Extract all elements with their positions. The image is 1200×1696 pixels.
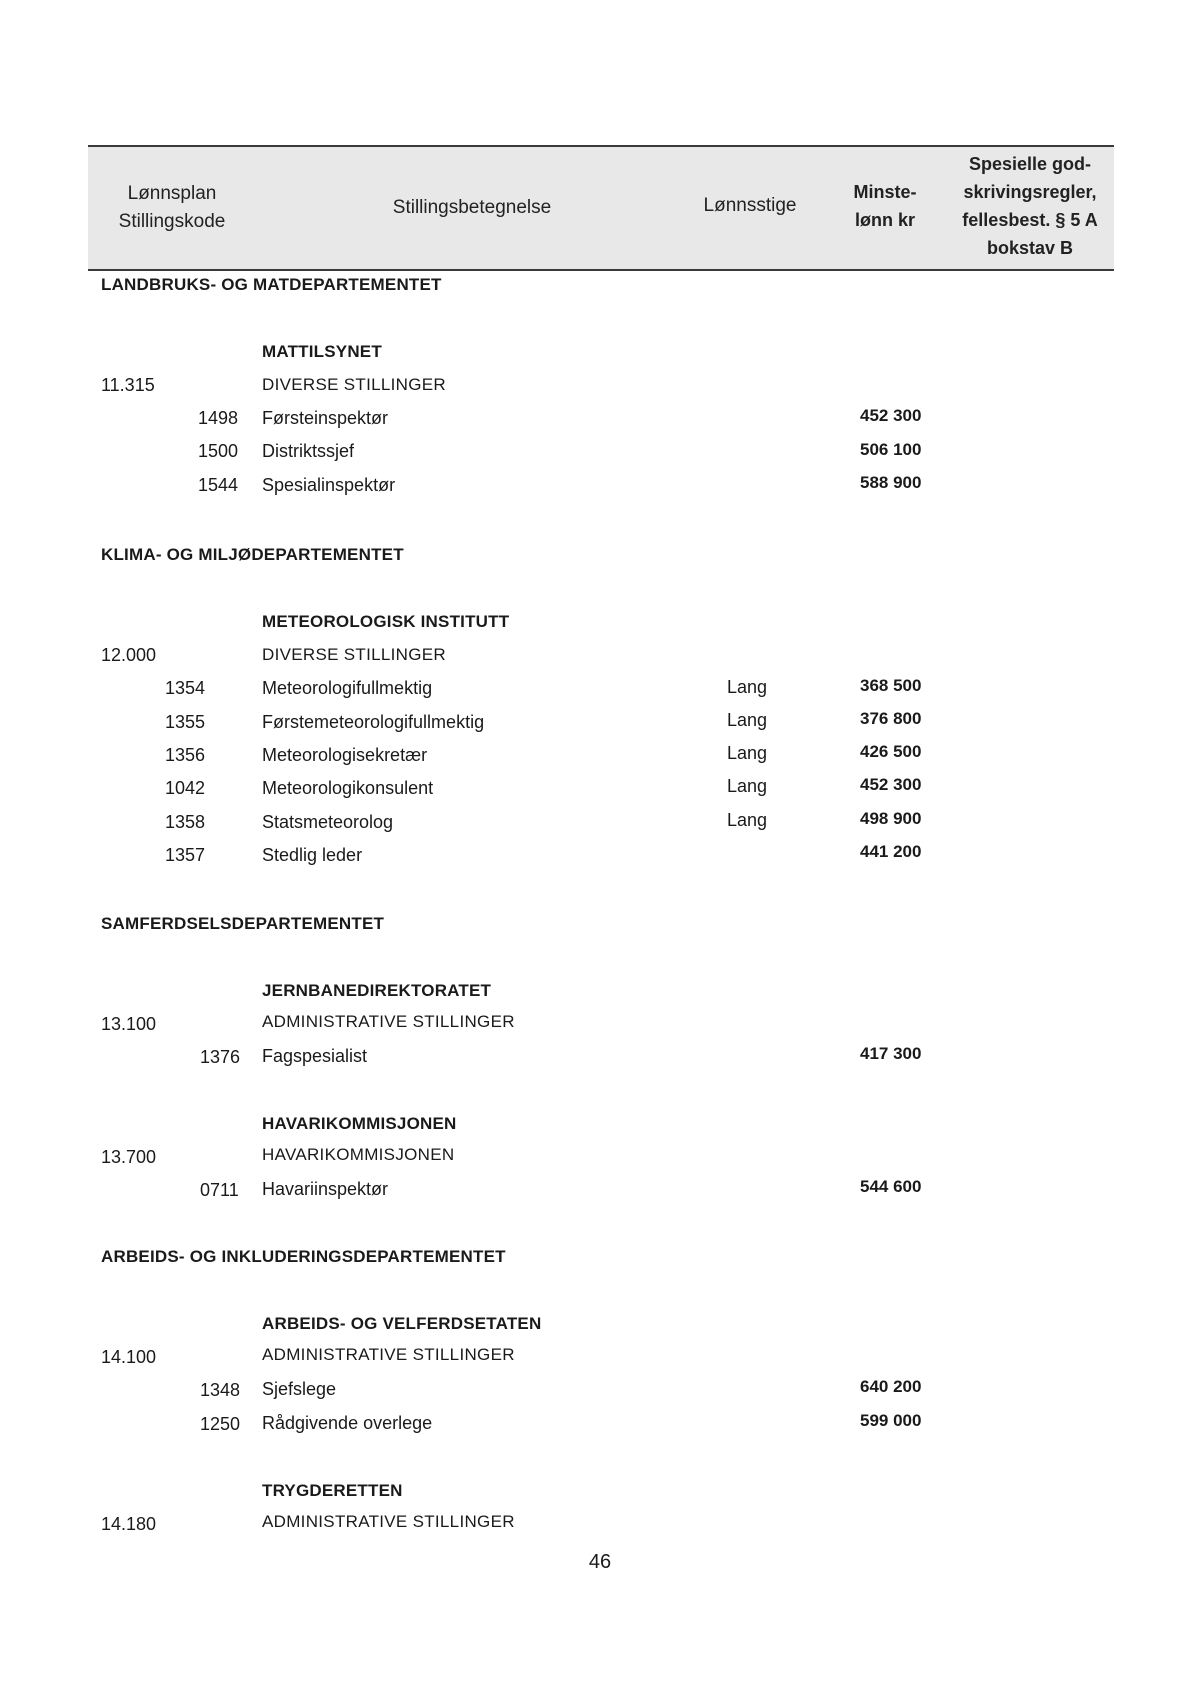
position-code: 1500 xyxy=(198,441,239,461)
plan-code: 14.100 xyxy=(101,1347,157,1367)
minimum-salary: 599 000 xyxy=(860,1411,922,1430)
header-minstelonn-1: Minste- xyxy=(853,182,917,202)
position-title: Spesialinspektør xyxy=(262,475,396,495)
minimum-salary: 498 900 xyxy=(860,809,922,828)
position-code: 1348 xyxy=(200,1380,241,1400)
position-code: 1354 xyxy=(165,678,206,698)
position-code: 1042 xyxy=(165,778,206,798)
unit-heading: HAVARIKOMMISJONEN xyxy=(262,1114,457,1133)
position-title: Sjefslege xyxy=(262,1379,337,1399)
unit-heading: TRYGDERETTEN xyxy=(262,1481,403,1500)
minimum-salary: 426 500 xyxy=(860,742,922,761)
department-heading: LANDBRUKS- OG MATDEPARTEMENTET xyxy=(101,275,442,294)
position-title: Førsteinspektør xyxy=(262,408,389,428)
plan-code: 12.000 xyxy=(101,645,157,665)
minimum-salary: 588 900 xyxy=(860,473,922,492)
unit-heading: MATTILSYNET xyxy=(262,342,382,361)
position-code: 1357 xyxy=(165,845,206,865)
unit-heading: JERNBANEDIREKTORATET xyxy=(262,981,492,1000)
salary-scale: Lang xyxy=(727,743,768,763)
salary-scale: Lang xyxy=(727,677,768,697)
plan-code: 11.315 xyxy=(101,375,155,395)
department-heading: SAMFERDSELSDEPARTEMENTET xyxy=(101,914,385,933)
position-code: 0711 xyxy=(200,1180,239,1200)
unit-heading: METEOROLOGISK INSTITUTT xyxy=(262,612,510,631)
group-heading: ADMINISTRATIVE STILLINGER xyxy=(262,1512,515,1531)
position-title: Statsmeteorolog xyxy=(262,812,394,832)
minimum-salary: 452 300 xyxy=(860,406,922,425)
header-minstelonn-2: lønn kr xyxy=(854,210,915,230)
header-spesielle-1: Spesielle god- xyxy=(968,154,1092,174)
minimum-salary: 640 200 xyxy=(860,1377,922,1396)
position-title: Stedlig leder xyxy=(262,845,363,865)
salary-scale: Lang xyxy=(727,776,768,796)
minimum-salary: 368 500 xyxy=(860,676,922,695)
position-code: 1498 xyxy=(198,408,239,428)
department-heading: KLIMA- OG MILJØDEPARTEMENTET xyxy=(101,545,404,564)
header-spesielle-2: skrivingsregler, xyxy=(963,182,1097,202)
position-title: Førstemeteorologifullmektig xyxy=(262,712,485,732)
group-heading: ADMINISTRATIVE STILLINGER xyxy=(262,1345,515,1364)
header-lonnsstige: Lønnsstige xyxy=(703,195,797,216)
position-title: Meteorologifullmektig xyxy=(262,678,433,698)
minimum-salary: 506 100 xyxy=(860,440,922,459)
minimum-salary: 452 300 xyxy=(860,775,922,794)
position-title: Meteorologisekretær xyxy=(262,745,428,765)
minimum-salary: 376 800 xyxy=(860,709,922,728)
minimum-salary: 417 300 xyxy=(860,1044,922,1063)
position-code: 1358 xyxy=(165,812,206,832)
header-spesielle-3: fellesbest. § 5 A xyxy=(962,210,1098,230)
position-code: 1355 xyxy=(165,712,206,732)
header-spesielle-4: bokstav B xyxy=(986,238,1074,258)
position-title: Distriktssjef xyxy=(262,441,355,461)
group-heading: HAVARIKOMMISJONEN xyxy=(262,1145,455,1164)
position-title: Meteorologikonsulent xyxy=(262,778,434,798)
group-heading: ADMINISTRATIVE STILLINGER xyxy=(262,1012,515,1031)
position-code: 1376 xyxy=(200,1047,241,1067)
header-stillingsbetegnelse: Stillingsbetegnelse xyxy=(392,197,552,218)
group-heading: DIVERSE STILLINGER xyxy=(262,645,446,664)
header-lonnsplan: Lønnsplan xyxy=(127,183,217,204)
position-code: 1250 xyxy=(200,1414,241,1434)
plan-code: 13.100 xyxy=(101,1014,157,1034)
position-code: 1356 xyxy=(165,745,206,765)
page-number: 46 xyxy=(588,1551,612,1573)
position-title: Fagspesialist xyxy=(262,1046,368,1066)
salary-scale: Lang xyxy=(727,810,768,830)
department-heading: ARBEIDS- OG INKLUDERINGSDEPARTEMENTET xyxy=(101,1247,506,1266)
position-title: Rådgivende overlege xyxy=(262,1413,433,1433)
header-stillingskode: Stillingskode xyxy=(118,211,226,232)
minimum-salary: 441 200 xyxy=(860,842,922,861)
minimum-salary: 544 600 xyxy=(860,1177,922,1196)
salary-scale: Lang xyxy=(727,710,768,730)
unit-heading: ARBEIDS- OG VELFERDSETATEN xyxy=(262,1314,542,1333)
position-code: 1544 xyxy=(198,475,239,495)
plan-code: 13.700 xyxy=(101,1147,157,1167)
plan-code: 14.180 xyxy=(101,1514,157,1534)
group-heading: DIVERSE STILLINGER xyxy=(262,375,446,394)
position-title: Havariinspektør xyxy=(262,1179,389,1199)
